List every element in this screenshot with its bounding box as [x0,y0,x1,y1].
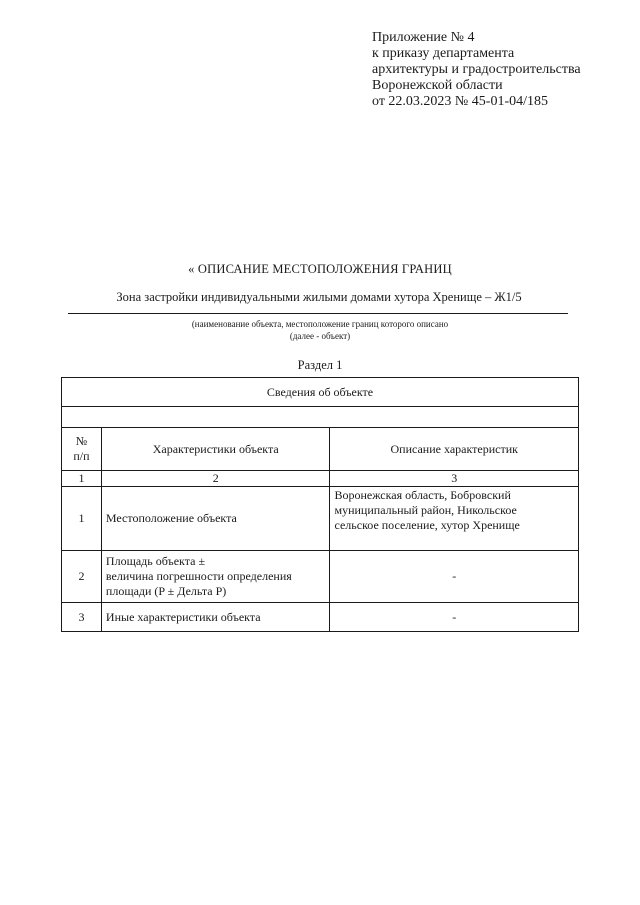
name-line: площади (P ± Дельта P) [105,584,227,598]
num-header [62,428,102,471]
row-number: 3 [62,603,102,632]
column-number: 2 [101,471,330,487]
document-title: « ОПИСАНИЕ МЕСТОПОЛОЖЕНИЯ ГРАНИЦ [188,262,452,276]
table-empty-row [62,407,579,428]
description-line: сельское поселение, хутор Хренище [334,518,520,532]
appendix-line: архитектуры и градостроительства [372,62,581,77]
row-number: 2 [62,551,102,603]
appendix-line: Приложение № 4 [372,30,475,45]
object-name-caption [0,318,640,342]
appendix-header [372,30,581,110]
appendix-line: от 22.03.2023 № 45-01-04/185 [372,94,549,109]
column-number: 1 [62,471,102,487]
column-number: 3 [330,471,579,487]
table-row [62,551,579,603]
num-header-line-2: п/п [73,449,90,463]
row-description: - [330,603,579,632]
row-description [330,487,579,551]
description-header: Описание характеристик [330,428,579,471]
section-title: Раздел 1 [297,358,343,372]
empty-cell [62,407,579,428]
row-name [101,551,330,603]
row-number: 1 [62,487,102,551]
characteristics-header: Характеристики объекта [101,428,330,471]
name-line: Площадь объекта ± [105,554,206,568]
description-line: муниципальный район, Никольское [334,503,517,517]
table-heading: Сведения об объекте [62,378,579,407]
appendix-line: к приказу департамента [372,46,515,61]
caption-line-1: (наименование объекта, местоположение границ которого описано [191,319,449,329]
object-name-underline [68,313,568,314]
row-name: Местоположение объекта [101,487,330,551]
object-name: Зона застройки индивидуальными жилыми домами хутора Хренище – Ж1/5 [116,290,522,304]
object-info-table [61,377,579,632]
row-name: Иные характеристики объекта [101,603,330,632]
table-row [62,487,579,551]
num-header-line-1: № [75,434,88,448]
column-number-row [62,471,579,487]
appendix-line: Воронежской области [372,78,503,93]
caption-line-2: (далее - объект) [289,331,351,341]
table-row [62,603,579,632]
description-line: Воронежская область, Бобровский [334,488,511,502]
table-heading-row [62,378,579,407]
table-header-row [62,428,579,471]
name-line: величина погрешности определения [105,569,292,583]
row-description: - [330,551,579,603]
